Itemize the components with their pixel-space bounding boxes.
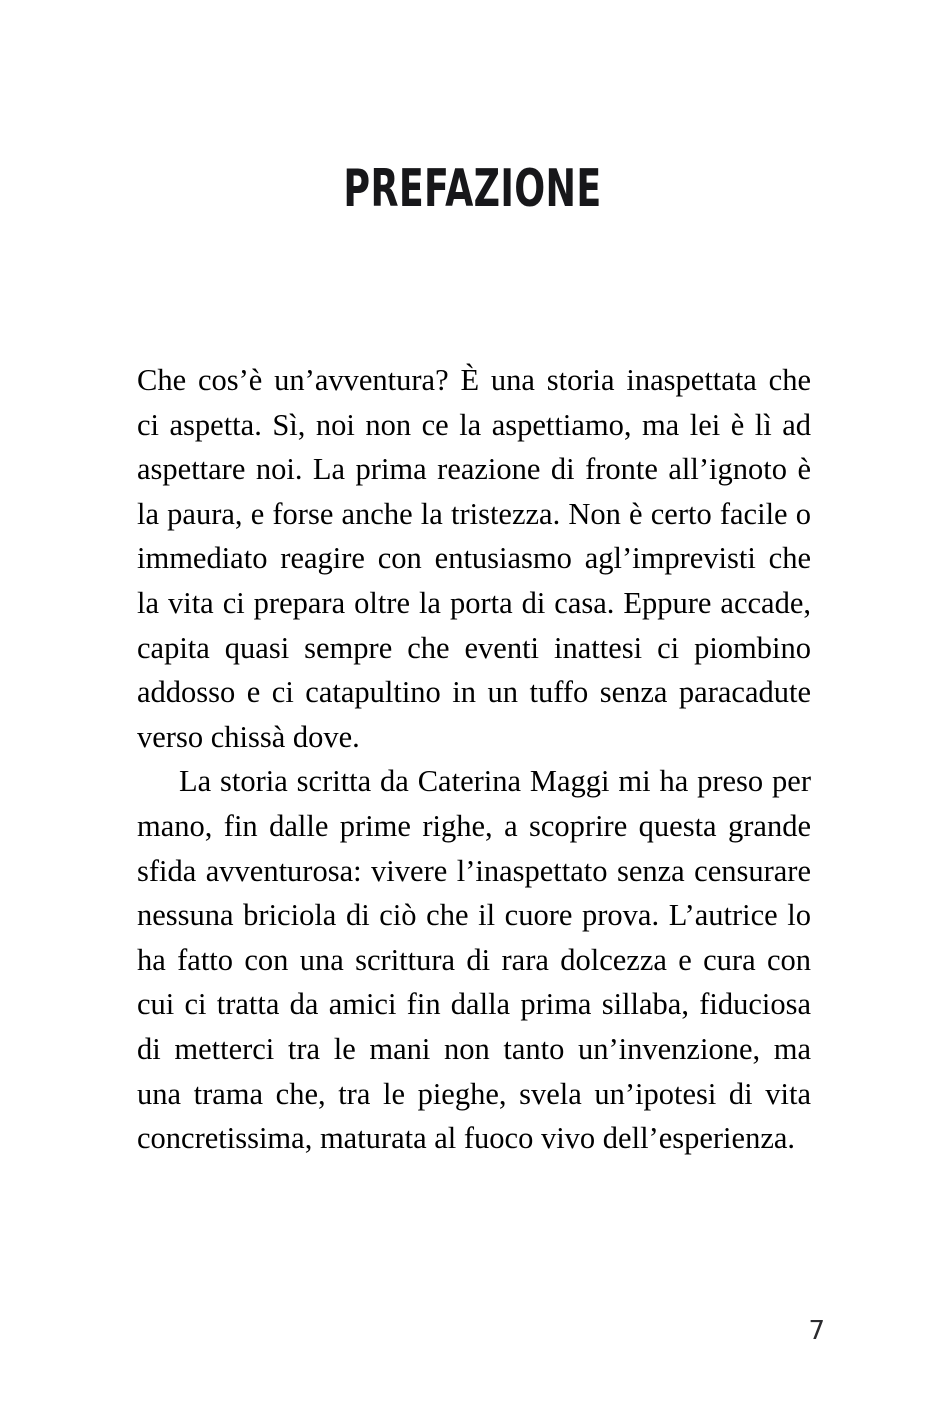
page-title: PREFAZIONE [343,158,602,219]
page-number: 7 [808,1316,825,1346]
paragraph: La storia scritta da Caterina Maggi mi ha preso per mano, fin dalle prime righe, a scoprire questa grande sfida avventurosa: vivere l’inaspettato senza censurare nessuna briciola di ciò che il cuore prova. L’autrice lo ha fatto con una scrittura di rara dolcezza e cura con cui ci tratta da amici fin dalla prima sillaba, fiduciosa di metterci tra le mani non tanto un’invenzione, ma una trama che, tra le pieghe, svela un’ipotesi di vita concretissima, maturata al fuoco vivo dell’esperienza. [137,764,811,1156]
body-text-block [137,358,811,1161]
paragraph: Che cos’è un’avventura? È una storia inaspettata che ci aspetta. Sì, noi non ce la aspettiamo, ma lei è lì ad aspettare noi. La prima reazione di fronte all’ignoto è la paura, e forse anche la tristezza. Non è certo facile o immediato reagire con entusiasmo agl’imprevisti che la vita ci prepara oltre la porta di casa. Eppure accade, capita quasi sempre che eventi inattesi ci piombino addosso e ci catapultino in un tuffo senza paracadute verso chissà dove. [137,363,811,754]
